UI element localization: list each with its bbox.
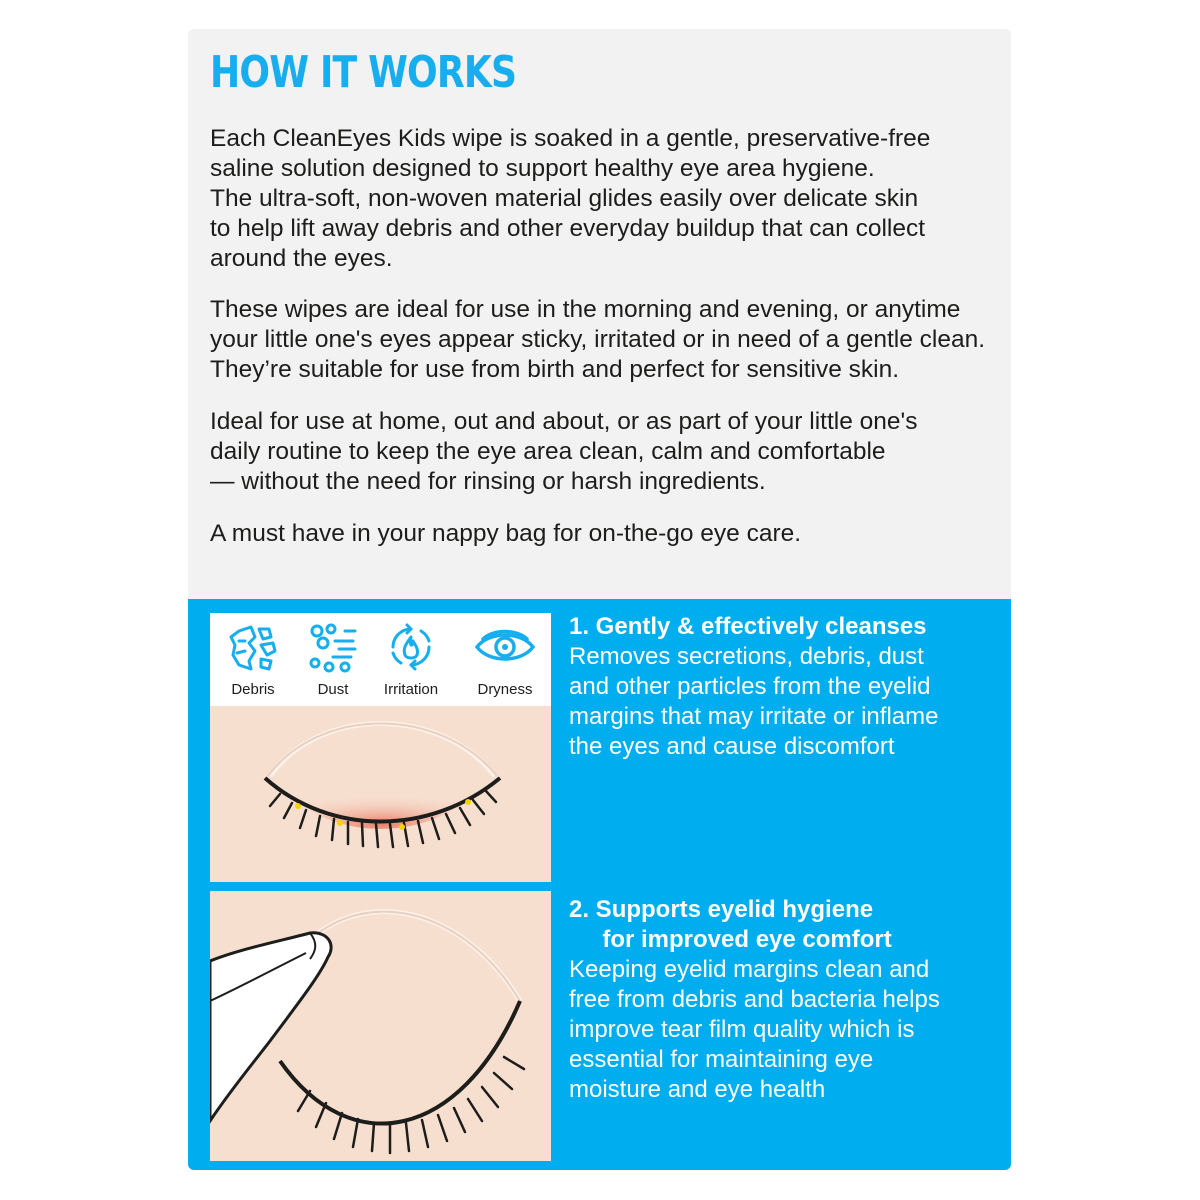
step-text-line: improve tear film quality which is [569, 1016, 915, 1043]
concern-irritation [368, 619, 454, 705]
concern-label: Irritation [383, 681, 439, 698]
concern-label: Debris [231, 681, 275, 698]
step-text-line: the eyes and cause discomfort [569, 733, 895, 760]
usage-paragraph [210, 295, 985, 385]
step-text-line: free from debris and bacteria helps [569, 986, 940, 1013]
text-line: The ultra-soft, non-woven material glides easily over delicate skin [210, 185, 919, 212]
benefits-panel [188, 599, 1011, 1170]
benefit-step-2 [569, 895, 999, 1105]
wiping-eye-illustration [210, 891, 551, 1161]
concern-dust [290, 619, 376, 705]
text-line: They’re suitable for use from birth and perfect for sensitive skin. [210, 356, 900, 383]
debris-icon [225, 619, 281, 675]
concern-icons-row [210, 613, 551, 706]
text-line: A must have in your nappy bag for on-the-go eye care. [210, 520, 802, 547]
dust-icon [305, 619, 361, 675]
step-text-line: margins that may irritate or inflame [569, 703, 939, 730]
step-title: 2. Supports eyelid hygiene [569, 896, 874, 923]
benefit-step-1 [569, 612, 999, 762]
description-paragraph [210, 124, 930, 274]
text-line: around the eyes. [210, 245, 393, 272]
step-title: 1. Gently & effectively cleanses [569, 613, 927, 640]
text-line: to help lift away debris and other everyday buildup that can collect [210, 215, 926, 242]
irritation-icon [383, 619, 439, 675]
page-title: HOW IT WORKS [210, 47, 517, 98]
text-line: Each CleanEyes Kids wipe is soaked in a gentle, preservative-free [210, 125, 931, 152]
text-line: Ideal for use at home, out and about, or as part of your little one's [210, 408, 918, 435]
nappy-bag-paragraph [210, 519, 801, 549]
text-line: These wipes are ideal for use in the morning and evening, or anytime [210, 296, 961, 323]
concern-dryness [462, 619, 548, 705]
how-it-works-panel [188, 29, 1011, 599]
step-text-line: essential for maintaining eye [569, 1046, 874, 1073]
step-text-line: Removes secretions, debris, dust [569, 643, 924, 670]
concern-label: Dust [317, 681, 349, 698]
routine-paragraph [210, 407, 917, 497]
closed-eye-illustration [210, 706, 551, 882]
step-text-line: Keeping eyelid margins clean and [569, 956, 930, 983]
text-line: — without the need for rinsing or harsh ingredients. [210, 468, 766, 495]
step-text-line: moisture and eye health [569, 1076, 826, 1103]
product-info-card [188, 29, 1011, 1170]
concern-debris [210, 619, 296, 705]
text-line: daily routine to keep the eye area clean, calm and comfortable [210, 438, 886, 465]
text-line: your little one's eyes appear sticky, irritated or in need of a gentle clean. [210, 326, 986, 353]
step-text-line: and other particles from the eyelid [569, 673, 931, 700]
concern-label: Dryness [477, 681, 533, 698]
dryness-icon [473, 619, 537, 675]
text-line: saline solution designed to support healthy eye area hygiene. [210, 155, 875, 182]
step-title: for improved eye comfort [569, 926, 892, 953]
